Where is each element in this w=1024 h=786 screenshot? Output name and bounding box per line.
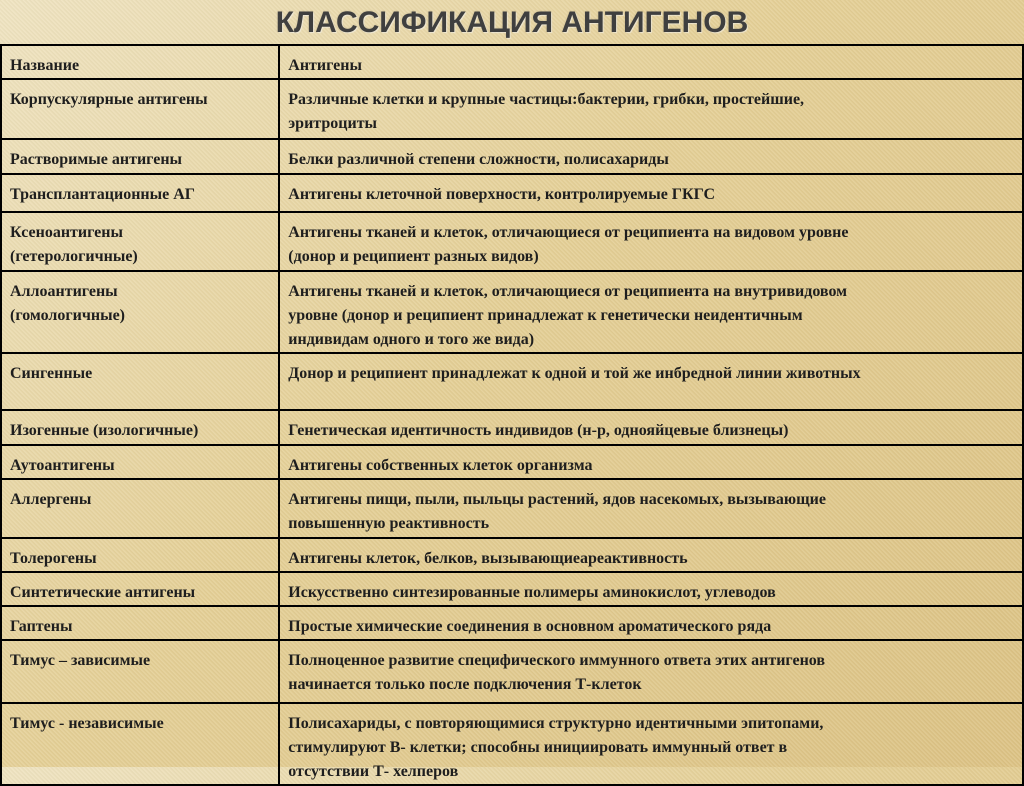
antigen-description-line: отсутствии Т- хелперов [288, 763, 459, 780]
antigen-description-line: уровне (донор и реципиент принадлежат к генетически неидентичным [288, 307, 803, 324]
antigen-name-cell [1, 212, 279, 271]
antigen-name-cell [1, 445, 279, 479]
antigen-name-line: Ксеноантигены [10, 224, 123, 241]
antigen-description-line: Белки различной степени сложности, полисахариды [288, 151, 669, 168]
antigen-description-cell [279, 538, 1023, 572]
table-row [1, 640, 1023, 703]
antigen-name-line: Трансплантационные АГ [10, 186, 195, 203]
antigen-name-line: Сингенные [10, 365, 93, 382]
antigen-name-cell [1, 410, 279, 445]
table-row [1, 353, 1023, 410]
antigen-name-line: Гаптены [10, 618, 73, 635]
antigen-name-line: (гомологичные) [10, 307, 125, 324]
antigen-description-cell [279, 445, 1023, 479]
table-row [1, 79, 1023, 139]
antigen-description-line: Антигены тканей и клеток, отличающиеся от реципиента на видовом уровне [288, 224, 849, 241]
antigen-description-line: (донор и реципиент разных видов) [288, 248, 539, 265]
antigen-description-line: Полисахариды, с повторяющимися структурно идентичными эпитопами, [288, 715, 824, 732]
antigen-name-line: Тимус - независимые [10, 715, 164, 732]
antigen-name-line: Изогенные (изологичные) [10, 422, 199, 439]
antigen-name-cell [1, 703, 279, 785]
antigen-name-line: Аллоантигены [10, 283, 118, 300]
header-name-cell: Название [1, 45, 279, 79]
antigen-description-line: индивидам одного и того же вида) [288, 331, 535, 348]
antigen-description-cell [279, 572, 1023, 606]
antigen-name-cell [1, 79, 279, 139]
antigen-description-line: стимулируют В- клетки; способны инициировать иммунный ответ в [288, 739, 788, 756]
antigen-description-line: Антигены клеточной поверхности, контролируемые ГКГС [288, 186, 716, 203]
antigen-description-cell [279, 212, 1023, 271]
antigen-name-cell [1, 606, 279, 640]
antigen-description-cell [279, 703, 1023, 785]
antigen-name-line: (гетерологичные) [10, 248, 138, 265]
antigen-description-cell [279, 174, 1023, 212]
table-row [1, 410, 1023, 445]
antigen-name-cell [1, 353, 279, 410]
page-title: КЛАССИФИКАЦИЯ АНТИГЕНОВ [275, 6, 749, 39]
antigen-description-cell [279, 353, 1023, 410]
table-row [1, 538, 1023, 572]
antigen-description-line: Антигены тканей и клеток, отличающиеся от реципиента на внутривидовом [288, 283, 848, 300]
antigen-description-cell [279, 139, 1023, 174]
antigen-description-line: эритроциты [288, 115, 378, 132]
antigen-description-line: Искусственно синтезированные полимеры аминокислот, углеводов [288, 584, 776, 601]
table-row [1, 139, 1023, 174]
antigen-description-cell [279, 271, 1023, 353]
antigen-name-cell [1, 538, 279, 572]
header-antigens-cell: Антигены [279, 45, 1023, 79]
antigen-description-line: Антигены собственных клеток организма [288, 457, 593, 474]
antigen-description-cell [279, 410, 1023, 445]
table-row [1, 445, 1023, 479]
table-row [1, 174, 1023, 212]
antigen-description-cell [279, 479, 1023, 538]
antigen-description-cell [279, 79, 1023, 139]
table-row [1, 212, 1023, 271]
antigen-description-line: повышенную реактивность [288, 515, 490, 532]
antigen-name-line: Аутоантигены [10, 457, 115, 474]
antigen-name-line: Толерогены [10, 550, 97, 567]
antigen-name-cell [1, 479, 279, 538]
antigen-name-line: Аллергены [10, 491, 92, 508]
antigen-name-line: Растворимые антигены [10, 151, 183, 168]
antigen-name-cell [1, 139, 279, 174]
table-row [1, 606, 1023, 640]
antigen-description-line: Антигены клеток, белков, вызывающиеареактивность [288, 550, 688, 567]
antigen-description-line: Донор и реципиент принадлежат к одной и той же инбредной линии животных [288, 365, 861, 382]
table-header-row [1, 45, 1023, 79]
antigen-description-line: Простые химические соединения в основном ароматического ряда [288, 618, 772, 635]
antigen-description-line: начинается только после подключения Т-клеток [288, 676, 642, 693]
antigen-name-line: Тимус – зависимые [10, 652, 151, 669]
antigen-description-cell [279, 640, 1023, 703]
antigen-classification-table [0, 44, 1024, 786]
table-row [1, 572, 1023, 606]
antigen-description-line: Различные клетки и крупные частицы:бактерии, грибки, простейшие, [288, 91, 805, 108]
antigen-description-line: Антигены пищи, пыли, пыльцы растений, ядов насекомых, вызывающие [288, 491, 826, 508]
antigen-description-line: Полноценное развитие специфического иммунного ответа этих антигенов [288, 652, 826, 669]
antigen-description-line: Генетическая идентичность индивидов (н-р, однояйцевые близнецы) [288, 422, 789, 439]
antigen-name-cell [1, 174, 279, 212]
antigen-description-cell [279, 606, 1023, 640]
antigen-name-cell [1, 572, 279, 606]
antigen-name-cell [1, 271, 279, 353]
antigen-name-cell [1, 640, 279, 703]
table-row [1, 479, 1023, 538]
table-row [1, 703, 1023, 785]
antigen-name-line: Корпускулярные антигены [10, 91, 208, 108]
antigen-name-line: Синтетические антигены [10, 584, 196, 601]
table-row [1, 271, 1023, 353]
